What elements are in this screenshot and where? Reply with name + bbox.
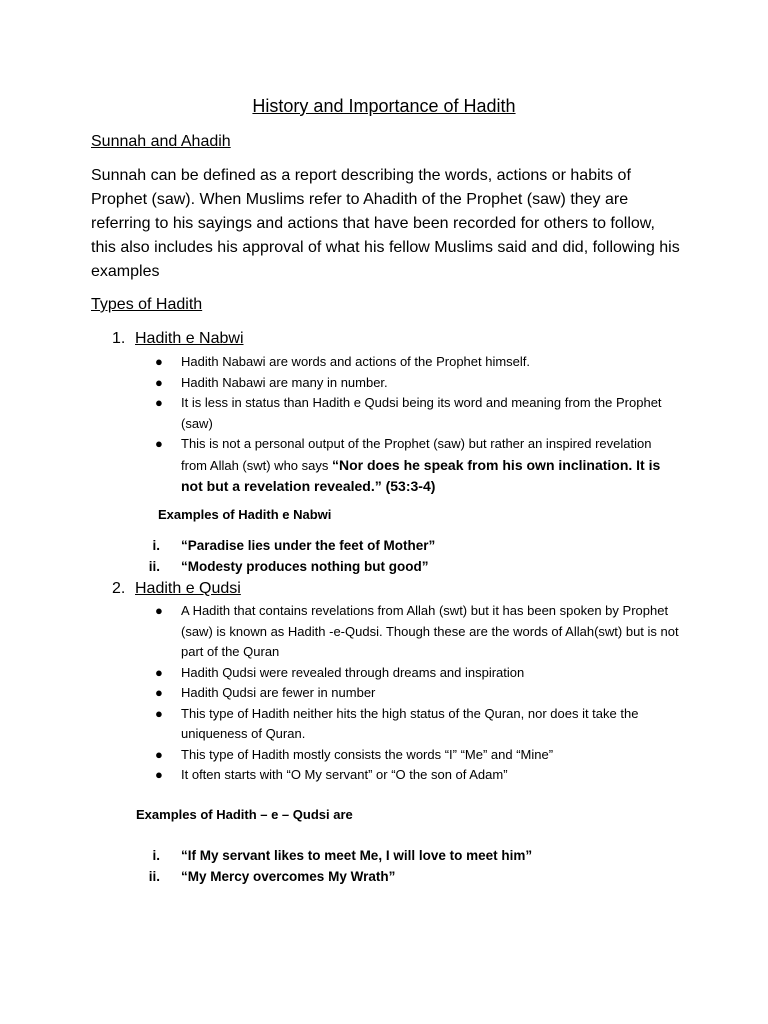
bullet-text: It often starts with “O My servant” or “O the son of Adam” [181, 767, 508, 782]
bullet-text: This type of Hadith neither hits the high status of the Quran, nor does it take the uniqueness of Quran. [181, 705, 639, 741]
list-number: 1. [112, 330, 126, 347]
bullet-icon: ● [155, 436, 163, 451]
heading-hadith-nabwi [112, 328, 244, 350]
section-heading-types: Types of Hadith [91, 296, 203, 313]
section-heading-sunnah: Sunnah and Ahadih [91, 133, 231, 150]
bullet-text: Hadith Qudsi were revealed through dreams and inspiration [181, 664, 525, 680]
intro-paragraph: Sunnah can be defined as a report describing the words, actions or habits of Prophet (saw). When Muslims refer to Ahadith of the Prophet (saw) they are referring to his sayings and actions that have been recorded for others to follow, this also includes his approval of what his fellow Muslims said and did, following his examples [91, 167, 680, 280]
bullet-icon: ● [155, 354, 163, 369]
nabwi-examples-list [140, 536, 435, 577]
list-item [155, 434, 680, 498]
list-item [155, 765, 680, 786]
list-number: 2. [112, 580, 126, 597]
roman-numeral: i. [152, 538, 160, 553]
list-item [155, 601, 680, 663]
bullet-icon: ● [155, 374, 163, 390]
list-item [155, 373, 680, 394]
list-item [155, 704, 680, 745]
bullet-text: Hadith Qudsi are fewer in number [181, 685, 376, 700]
example-text: “My Mercy overcomes My Wrath” [181, 868, 396, 884]
list-item [155, 683, 680, 704]
list-item [140, 867, 532, 888]
list-item [140, 557, 435, 578]
bullet-icon: ● [155, 603, 163, 618]
list-item [140, 536, 435, 557]
qudsi-bullet-list [155, 601, 680, 786]
roman-numeral: i. [152, 848, 160, 863]
example-text: “Paradise lies under the feet of Mother” [181, 538, 436, 553]
document-title: History and Importance of Hadith [252, 96, 516, 116]
quran-quote: “Nor does he speak from his own inclination. It is not but a revelation revealed.” (53:3-4) [181, 456, 661, 494]
list-item [140, 846, 532, 867]
bullet-icon: ● [155, 746, 163, 762]
list-item [155, 393, 680, 434]
bullet-text: Hadith Nabawi are words and actions of the Prophet himself. [181, 354, 531, 369]
bullet-text: Hadith Nabawi are many in number. [181, 374, 388, 390]
heading-text: Hadith e Qudsi [135, 580, 241, 597]
bullet-icon: ● [155, 767, 163, 782]
bullet-text: This is not a personal output of the Prophet (saw) but rather an inspired revelation from Allah (swt) who says [181, 436, 652, 473]
list-item [155, 352, 680, 373]
bullet-text: It is less in status than Hadith e Qudsi being its word and meaning from the Prophet (saw) [181, 395, 662, 431]
roman-numeral: ii. [148, 868, 160, 884]
example-text: “Modesty produces nothing but good” [181, 558, 429, 574]
examples-heading-nabwi: Examples of Hadith e Nabwi [158, 507, 332, 522]
bullet-icon: ● [155, 705, 163, 721]
list-item [155, 663, 680, 684]
bullet-icon: ● [155, 664, 163, 680]
nabwi-bullet-list [155, 352, 680, 498]
heading-text: Hadith e Nabwi [135, 330, 244, 347]
list-item [155, 745, 680, 766]
roman-numeral: ii. [148, 558, 160, 574]
examples-heading-qudsi: Examples of Hadith – e – Qudsi are [136, 807, 353, 822]
bullet-text: A Hadith that contains revelations from Allah (swt) but it has been spoken by Prophet (saw) is known as Hadith -e-Qudsi. Though these are the words of Allah(swt) but is not part of the Quran [181, 603, 679, 659]
bullet-icon: ● [155, 685, 163, 700]
heading-hadith-qudsi [112, 578, 241, 600]
bullet-icon: ● [155, 395, 163, 410]
qudsi-examples-list [140, 846, 532, 887]
example-text: “If My servant likes to meet Me, I will love to meet him” [181, 848, 533, 863]
bullet-text: This type of Hadith mostly consists the words “I” “Me” and “Mine” [181, 746, 554, 762]
